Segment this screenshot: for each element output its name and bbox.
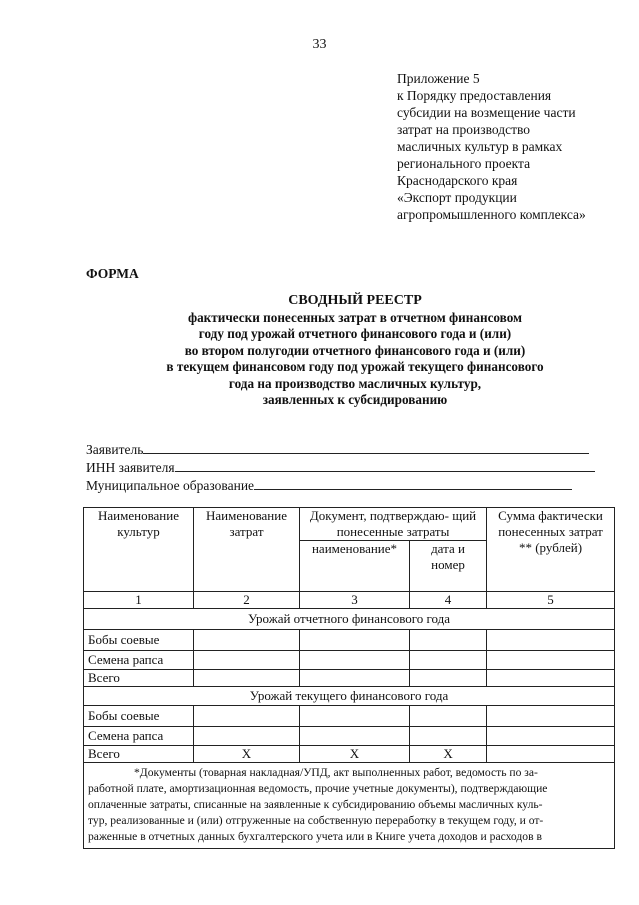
row-label: Семена рапса (84, 651, 194, 670)
heading-line: году под урожай отчетного финансового года и (или) (198, 326, 512, 341)
heading-title: СВОДНЫЙ РЕЕСТР (288, 293, 422, 308)
footnote (84, 763, 615, 849)
applicant-field[interactable] (86, 441, 589, 458)
heading-line: во втором полугодии отчетного финансового года и (или) (184, 342, 526, 358)
col-number: 1 (84, 592, 194, 609)
section-row (84, 687, 615, 706)
table-cell[interactable] (300, 727, 410, 746)
appendix-line: Приложение 5 (397, 71, 480, 86)
col-number: 5 (487, 592, 615, 609)
appendix-line: «Экспорт продукции (397, 190, 517, 205)
col-number: 3 (300, 592, 410, 609)
footnote-line: оплаченные затраты, списанные на заявленные к субсидированию объемы масличных куль- (88, 798, 543, 811)
section2-title: Урожай текущего финансового года (84, 687, 615, 706)
table-row (84, 670, 615, 687)
table-row (84, 630, 615, 651)
footnote-line: тур, реализованные и (или) отгруженные на собственную переработку в текущем году, и от- (88, 814, 544, 827)
section1-title: Урожай отчетного финансового года (84, 609, 615, 630)
table-cell[interactable] (410, 706, 487, 727)
appendix-line: агропромышленного комплекса» (397, 207, 586, 222)
form-label: ФОРМА (86, 266, 139, 281)
municipality-field[interactable] (86, 477, 572, 494)
table-cell[interactable] (300, 630, 410, 651)
table-cell[interactable] (410, 727, 487, 746)
table-cell[interactable] (487, 727, 615, 746)
table-header-row (84, 508, 615, 541)
table-cell[interactable] (410, 630, 487, 651)
footnote-row (84, 763, 615, 849)
table-cell[interactable] (194, 651, 300, 670)
col-number: 4 (410, 592, 487, 609)
table-cell[interactable] (300, 651, 410, 670)
table-cell[interactable] (194, 630, 300, 651)
appendix-line: масличных культур в рамках (397, 139, 563, 154)
column-number-row (84, 592, 615, 609)
appendix-line: затрат на производство (397, 122, 531, 137)
table-cell[interactable] (300, 706, 410, 727)
table-row (84, 727, 615, 746)
total-mark: X (410, 746, 487, 763)
table-row (84, 706, 615, 727)
appendix-block (397, 70, 637, 223)
footnote-line: раженные в отчетных данных бухгалтерского учета или в Книге учета доходов и расходов в (88, 830, 542, 843)
section-row (84, 609, 615, 630)
table-cell[interactable] (300, 670, 410, 687)
inn-field[interactable] (86, 459, 595, 476)
appendix-line: Краснодарского края (397, 173, 518, 188)
header-crop: Наименование культур (84, 508, 194, 592)
municipality-label: Муниципальное образование (86, 478, 255, 493)
table-cell[interactable] (487, 630, 615, 651)
table-cell[interactable] (487, 706, 615, 727)
municipality-input-line[interactable] (254, 477, 572, 490)
total-mark: X (300, 746, 410, 763)
row-label: Всего (84, 746, 194, 763)
header-doc: Документ, подтверждаю- щий понесенные затраты (300, 508, 487, 541)
row-label: Всего (84, 670, 194, 687)
registry-table (83, 507, 615, 849)
table-cell[interactable] (487, 670, 615, 687)
applicant-label: Заявитель (86, 442, 144, 457)
row-label: Семена рапса (84, 727, 194, 746)
footnote-line: работной плате, амортизационная ведомость, прочие учетные документы), подтверждающие (88, 782, 548, 795)
header-doc-name: наименование* (300, 541, 410, 592)
inn-input-line[interactable] (175, 459, 595, 472)
footnote-line: *Документы (товарная накладная/УПД, акт выполненных работ, ведомость по за- (134, 766, 538, 779)
applicant-input-line[interactable] (143, 441, 589, 454)
appendix-line: к Порядку предоставления (397, 88, 552, 103)
table-row (84, 746, 615, 763)
header-doc-date: дата и номер (410, 541, 487, 592)
table-cell[interactable] (487, 651, 615, 670)
table-cell[interactable] (194, 670, 300, 687)
table-cell[interactable] (410, 670, 487, 687)
table-cell[interactable] (410, 651, 487, 670)
total-mark: X (194, 746, 300, 763)
heading-line: в текущем финансовом году под урожай текущего финансового (166, 359, 544, 374)
table-cell[interactable] (194, 727, 300, 746)
row-label: Бобы соевые (84, 706, 194, 727)
appendix-line: регионального проекта (397, 156, 531, 171)
heading-line: года на производство масличных культур, (228, 375, 482, 391)
heading-line: фактически понесенных затрат в отчетном финансовом (187, 309, 523, 325)
appendix-line: субсидии на возмещение части (397, 105, 576, 120)
table-row (84, 651, 615, 670)
col-number: 2 (194, 592, 300, 609)
page-number: 33 (312, 37, 327, 52)
inn-label: ИНН заявителя (86, 460, 175, 475)
header-sum: Сумма фактически понесенных затрат ** (рублей) (487, 508, 615, 592)
header-cost: Наименование затрат (194, 508, 300, 592)
table-cell[interactable] (487, 746, 615, 763)
table-cell[interactable] (194, 706, 300, 727)
row-label: Бобы соевые (84, 630, 194, 651)
heading-line: заявленных к субсидированию (262, 392, 448, 407)
document-heading (60, 293, 639, 409)
